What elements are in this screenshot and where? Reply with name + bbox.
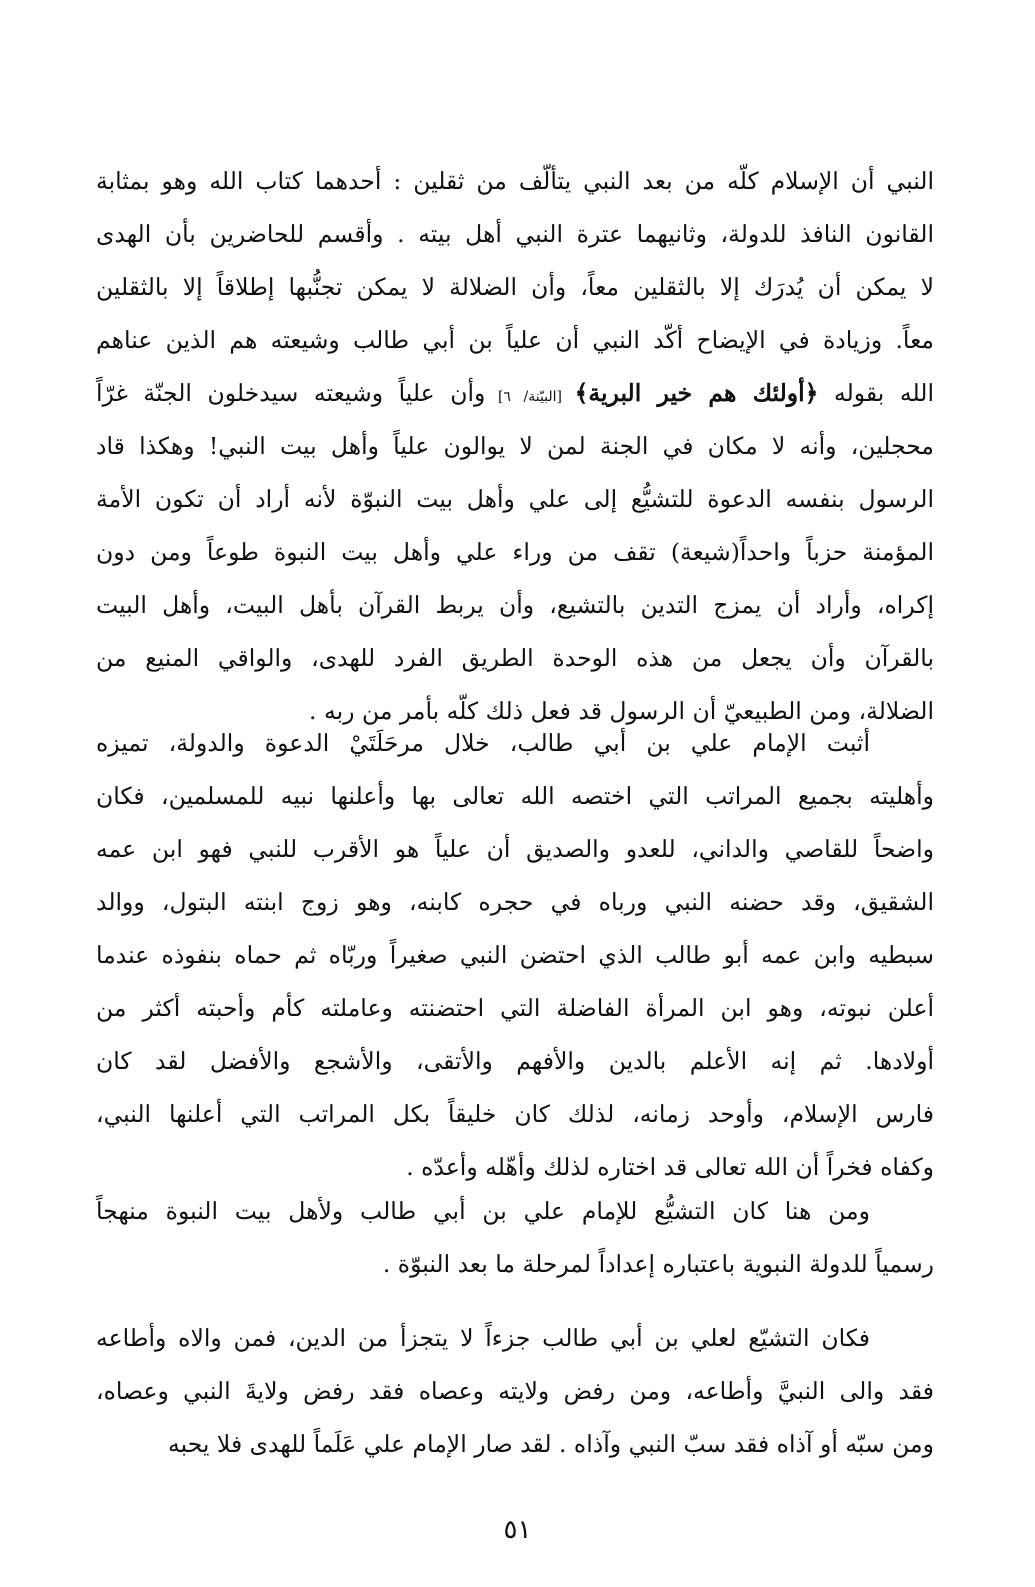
text-line: أثبت الإمام علي بن أبي طالب، خلال مرحَلَتَيْ الدعوة والدولة، تميزه	[96, 729, 870, 757]
text-line: فكان التشيّع لعلي بن أبي طالب جزءاً لا يتجزأ من الدين، فمن والاه وأطاعه	[96, 1324, 870, 1352]
text-line: الشقيق، وقد حضنه النبي ورباه في حجره كابنه، وهو زوج ابنته البتول، ووالد	[96, 888, 934, 916]
text-line: الضلالة، ومن الطبيعيّ أن الرسول قد فعل ذلك كلّه بأمر من ربه .	[309, 697, 934, 725]
paragraph-4	[96, 1312, 934, 1471]
text-line: أولادها. ثم إنه الأعلم بالدين والأفهم والأتقى، والأشجع والأفضل لقد كان	[96, 1047, 934, 1075]
text-line: وكفاه فخراً أن الله تعالى قد اختاره لذلك وأهّله وأعدّه .	[406, 1153, 934, 1181]
text-line: بالقرآن وأن يجعل من هذه الوحدة الطريق الفرد للهدى، والواقي المنيع من	[96, 644, 934, 672]
text-line-with-quote	[96, 367, 934, 420]
text-line: وأهليته بجميع المراتب التي اختصه الله تعالى بها وأعلنها نبيه للمسلمين، فكان	[96, 782, 934, 810]
quran-quote: ﴿أولئك هم خير البرية﴾	[574, 379, 819, 407]
text-line: فارس الإسلام، وأوحد زمانه، لذلك كان خليقاً بكل المراتب التي أعلنها النبي،	[96, 1100, 934, 1128]
text-line: ومن سبّه أو آذاه فقد سبّ النبي وآذاه . لقد صار الإمام علي عَلَماً للهدى فلا يحبه	[168, 1430, 934, 1458]
paragraph-1	[96, 155, 934, 738]
line-text-after: وأن علياً وشيعته سيدخلون الجنّة غرّاً	[96, 379, 486, 407]
text-line: سبطيه وابن عمه أبو طالب الذي احتضن النبي صغيراً وربّاه ثم حماه بنفوذه عندما	[96, 941, 934, 969]
text-line: معاً. وزيادة في الإيضاح أكّد النبي أن علياً بن أبي طالب وشيعته هم الذين عناهم	[96, 326, 934, 354]
text-line: إكراه، وأراد أن يمزج التدين بالتشيع، وأن يربط القرآن بأهل البيت، وأهل البيت	[96, 591, 934, 619]
line-text-before: الله بقوله	[818, 379, 934, 407]
text-line: الرسول بنفسه الدعوة للتشيُّع إلى علي وأهل بيت النبوّة لأنه أراد أن تكون الأمة	[96, 485, 934, 513]
text-line: رسمياً للدولة النبوية باعتباره إعداداً لمرحلة ما بعد النبوّة .	[382, 1250, 934, 1278]
text-line: فقد والى النبيَّ وأطاعه، ومن رفض ولايته وعصاه فقد رفض ولايةَ النبي وعصاه،	[96, 1377, 934, 1405]
page-number: ٥١	[503, 1515, 532, 1545]
paragraph-2	[96, 717, 934, 1194]
text-line: أعلن نبوته، وهو ابن المرأة الفاضلة التي احتضنته وعاملته كأم وأحبته أكثر من	[96, 994, 934, 1022]
text-line: لا يمكن أن يُدرَك إلا بالثقلين معاً، وأن الضلالة لا يمكن تجنُّبها إطلاقاً إلا بالثقلين	[96, 273, 934, 301]
quran-citation: [البيّنة/ ٦]	[485, 389, 575, 405]
text-line: ومن هنا كان التشيُّع للإمام علي بن أبي طالب ولأهل بيت النبوة منهجاً	[96, 1197, 870, 1225]
text-line: محجلين، وأنه لا مكان في الجنة لمن لا يوالون علياً وأهل بيت النبي! وهكذا قاد	[96, 432, 934, 460]
text-line: القانون النافذ للدولة، وثانيهما عترة النبي أهل بيته . وأقسم للحاضرين بأن الهدى	[96, 220, 934, 248]
text-line: النبي أن الإسلام كلّه من بعد النبي يتألّف من ثقلين : أحدهما كتاب الله وهو بمثابة	[96, 167, 934, 195]
paragraph-3	[96, 1185, 934, 1291]
text-line: المؤمنة حزباً واحداً(شيعة) تقف من وراء علي وأهل بيت النبوة طوعاً ومن دون	[96, 538, 934, 566]
text-line: واضحاً للقاصي والداني، للعدو والصديق أن علياً هو الأقرب للنبي فهو ابن عمه	[96, 835, 934, 863]
